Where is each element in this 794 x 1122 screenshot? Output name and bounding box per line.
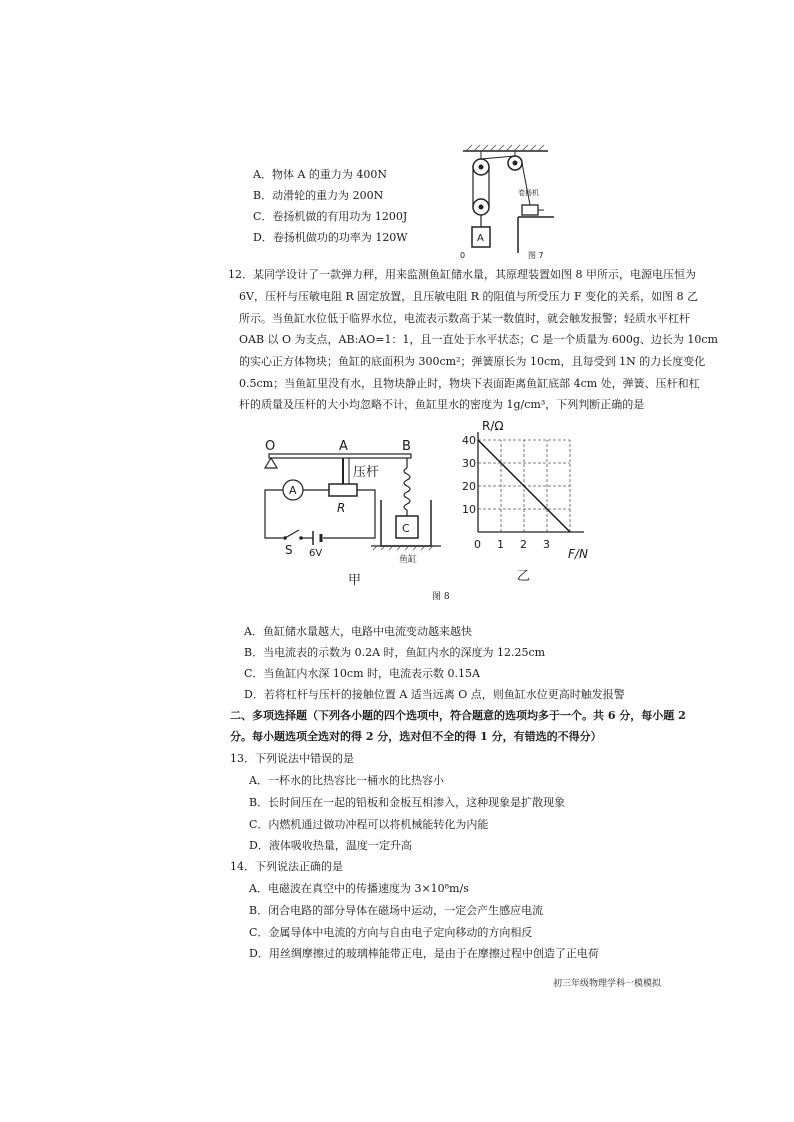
q11-option-a: A．物体 A 的重力为 400N — [253, 168, 387, 181]
q12-stem-line-3: 所示。当鱼缸水位低于临界水位，电流表示数高于某一数值时，就会触发报警；轻质水平杠杆 — [239, 312, 690, 325]
y-tick-label: 30 — [462, 457, 476, 470]
fig8-label-v: 6V — [309, 548, 323, 559]
q12-option-c: C．当鱼缸内水深 10cm 时，电流表示数 0.15A — [244, 667, 480, 680]
q13-option-c: C．内燃机通过做功冲程可以将机械能转化为内能 — [249, 818, 489, 831]
section-2-heading-line-1: 二、多项选择题（下列各小题的四个选项中，符合题意的选项均多于一个。共 6 分，每小题 2 — [230, 709, 686, 722]
section-2-heading-line-2: 分。每小题选项全选对的得 2 分，选对但不全的得 1 分，有错选的不得分） — [230, 730, 602, 743]
fig7-block-label: A — [477, 233, 484, 244]
chart-y-axis-label: R/Ω — [482, 419, 504, 433]
fig8-label-c: C — [402, 522, 410, 535]
fig8-label-r: R — [337, 501, 346, 515]
y-tick-label: 40 — [462, 434, 476, 447]
q14-stem: 14．下列说法正确的是 — [230, 860, 343, 873]
figure-8-caption: 图 8 — [432, 592, 450, 602]
x-tick-label: 2 — [520, 538, 527, 551]
chart-x-axis-label: F/N — [568, 547, 588, 561]
q11-option-c: C．卷扬机做的有用功为 1200J — [253, 210, 408, 223]
x-tick-label: 0 — [474, 538, 481, 551]
figure-8-yi-chart — [458, 418, 608, 584]
y-tick-label: 10 — [462, 503, 476, 516]
q12-option-d: D．若将杠杆与压杆的接触位置 A 适当远离 O 点，则鱼缸水位更高时触发报警 — [244, 688, 625, 701]
fig7-winch-label: 卷扬机 — [518, 189, 539, 197]
q14-option-b: B．闭合电路的部分导体在磁场中运动，一定会产生感应电流 — [249, 904, 544, 917]
q13-option-d: D．液体吸收热量，温度一定升高 — [249, 839, 412, 852]
x-tick-label: 1 — [497, 538, 504, 551]
fig8-caption-jia: 甲 — [348, 573, 362, 588]
q12-stem-line-7: 杆的质量及压杆的大小均忽略不计，鱼缸里水的密度为 1g/cm³，下列判断正确的是 — [239, 398, 645, 411]
figure-8-jia-circuit — [255, 438, 455, 598]
fig8-label-s: S — [285, 543, 293, 557]
x-tick-label: 3 — [543, 538, 550, 551]
fig7-caption: 图 7 — [528, 251, 544, 260]
q13-stem: 13．下列说法中错误的是 — [230, 752, 354, 765]
q12-option-b: B．当电流表的示数为 0.2A 时，鱼缸内水的深度为 12.25cm — [244, 646, 546, 659]
figure-7-pulley-diagram — [458, 145, 558, 260]
y-tick-label: 20 — [462, 480, 476, 493]
q13-option-b: B．长时间压在一起的铅板和金板互相渗入，这种现象是扩散现象 — [249, 796, 566, 809]
q14-option-d: D．用丝绸摩擦过的玻璃棒能带正电，是由于在摩擦过程中创造了正电荷 — [249, 947, 599, 960]
q12-stem-line-2: 6V，压杆与压敏电阻 R 固定放置，且压敏电阻 R 的阻值与所受压力 F 变化的关系，如图 8 乙 — [239, 290, 699, 303]
series-line — [478, 440, 570, 532]
q13-option-a: A．一杯水的比热容比一桶水的比热容小 — [249, 774, 444, 787]
fig8-label-press: 压杆 — [353, 465, 380, 480]
q12-stem-line-1: 12．某同学设计了一款弹力秤，用来监测鱼缸储水量，其原理装置如图 8 甲所示，电源电压恒为 — [228, 268, 696, 281]
q12-stem-line-6: 0.5cm；当鱼缸里没有水，且物块静止时，物块下表面距离鱼缸底部 4cm 处，弹簧、压杆和杠 — [239, 377, 700, 390]
q14-option-c: C．金属导体中电流的方向与自由电子定向移动的方向相反 — [249, 926, 533, 939]
fig8-ammeter-label: A — [289, 484, 297, 497]
q14-option-a: A．电磁波在真空中的传播速度为 3×10⁸m/s — [249, 882, 469, 895]
q12-option-a: A．鱼缸储水量越大，电路中电流变动越来越快 — [244, 625, 472, 638]
chart-plot-area — [462, 432, 584, 551]
fig8-label-b: B — [402, 439, 411, 454]
fig8-label-o: O — [265, 439, 276, 454]
q12-stem-line-5: 的实心正方体物块；鱼缸的底面积为 300cm²；弹簧原长为 10cm，且每受到 1N 的力长度变化 — [239, 355, 706, 368]
page-footer: 初三年级物理学科一模模拟 — [553, 979, 662, 989]
chart-caption-yi: 乙 — [517, 569, 531, 584]
fig8-label-a: A — [339, 439, 348, 454]
q11-option-b: B．动滑轮的重力为 200N — [253, 189, 384, 202]
q11-option-d: D．卷扬机做功的功率为 120W — [253, 231, 408, 244]
q12-stem-line-4: OAB 以 O 为支点，AB:AO=1：1，且一直处于水平状态；C 是一个质量为 600g、边长为 10cm — [239, 333, 718, 346]
fig8-label-tank: 鱼缸 — [399, 555, 418, 565]
fig7-point-o: 0 — [460, 251, 466, 260]
